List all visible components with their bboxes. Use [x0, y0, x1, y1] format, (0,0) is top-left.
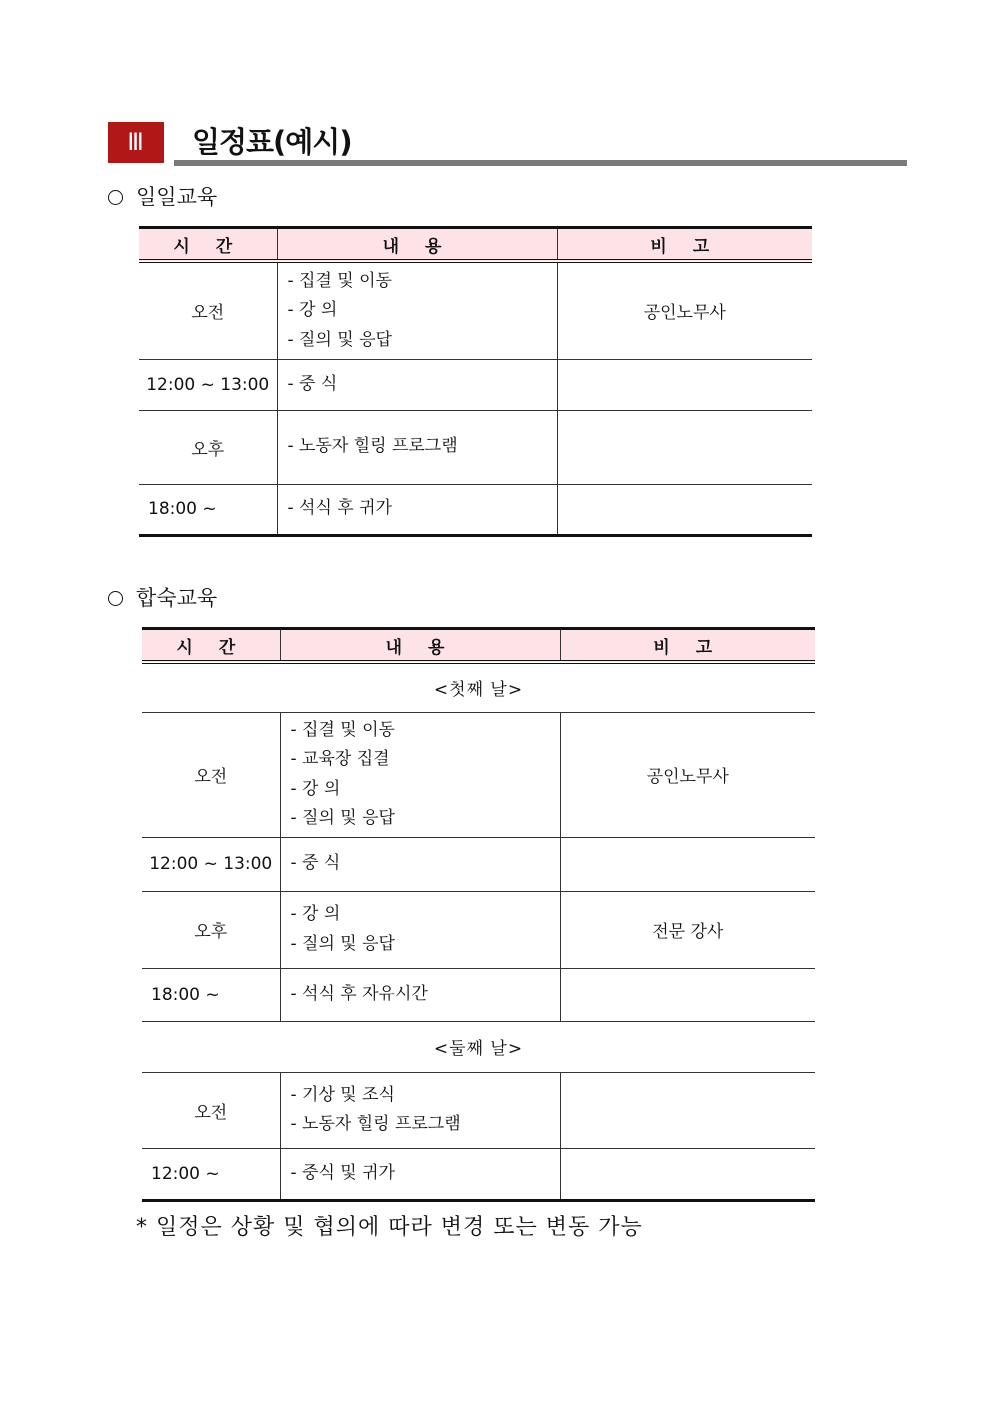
- note-cell: [557, 359, 812, 410]
- section-title: 일정표(예시): [192, 125, 352, 159]
- content-item: - 강 의: [287, 300, 338, 320]
- table-row: [139, 359, 812, 410]
- table-row: [142, 1072, 815, 1148]
- table-row: [142, 712, 815, 837]
- table-row: [142, 837, 815, 891]
- time-cell: 18:00 ~: [142, 968, 280, 1021]
- circle-bullet-icon: [108, 190, 123, 205]
- table-row: [139, 410, 812, 484]
- overnight-schedule-table: [142, 627, 815, 1202]
- table-row: [139, 484, 812, 535]
- circle-bullet-icon: [108, 591, 123, 606]
- note-cell: [557, 410, 812, 484]
- content-item: - 질의 및 응답: [287, 329, 392, 350]
- time-cell: 12:00 ~: [142, 1148, 280, 1200]
- content-item: - 노동자 힐링 프로그램: [290, 1114, 461, 1134]
- content-item: - 중식 및 귀가: [290, 1162, 395, 1183]
- content-item: - 질의 및 응답: [290, 933, 395, 954]
- day-label: <둘째 날>: [142, 1021, 815, 1072]
- content-cell: [277, 261, 557, 359]
- content-cell: [280, 837, 560, 891]
- content-cell: [280, 968, 560, 1021]
- header-time: 시 간: [142, 629, 280, 663]
- content-cell: [277, 410, 557, 484]
- table-row: [142, 891, 815, 968]
- note-cell: [560, 1072, 815, 1148]
- content-item: - 기상 및 조식: [290, 1084, 395, 1105]
- table-header-row: [139, 228, 812, 262]
- time-cell: 오후: [139, 410, 277, 484]
- daily-subtitle: [108, 184, 217, 210]
- header-note: 비 고: [557, 228, 812, 262]
- note-cell: [560, 837, 815, 891]
- header-note: 비 고: [560, 629, 815, 663]
- time-cell: 12:00 ~ 13:00: [139, 359, 277, 410]
- table-row: [139, 261, 812, 359]
- table-row: [142, 968, 815, 1021]
- note-cell: 공인노무사: [557, 261, 812, 359]
- content-item: - 중 식: [290, 853, 341, 874]
- note-cell: [560, 968, 815, 1021]
- table-row: [142, 1148, 815, 1200]
- content-item: - 집결 및 이동: [287, 270, 392, 291]
- time-cell: 18:00 ~: [139, 484, 277, 535]
- content-cell: [280, 1148, 560, 1200]
- content-item: - 석식 후 귀가: [287, 498, 392, 519]
- overnight-subtitle: [108, 585, 217, 611]
- note-cell: 전문 강사: [560, 891, 815, 968]
- daily-subtitle-text: 일일교육: [136, 185, 218, 209]
- content-cell: [277, 484, 557, 535]
- time-cell: 오전: [142, 1072, 280, 1148]
- content-item: - 질의 및 응답: [290, 808, 395, 828]
- footnote: * 일정은 상황 및 협의에 따라 변경 또는 변동 가능: [136, 1215, 643, 1240]
- content-item: - 강 의: [290, 778, 341, 799]
- day-label-row: [142, 1021, 815, 1072]
- section-title-underline: [174, 160, 907, 166]
- content-cell: [280, 712, 560, 837]
- header-time: 시 간: [139, 228, 277, 262]
- time-cell: 12:00 ~ 13:00: [142, 837, 280, 891]
- time-cell: 오전: [139, 261, 277, 359]
- overnight-subtitle-text: 합숙교육: [136, 586, 218, 610]
- time-cell: 오후: [142, 891, 280, 968]
- content-item: - 중 식: [287, 373, 338, 394]
- content-item: - 노동자 힐링 프로그램: [287, 436, 458, 457]
- header-content: 내 용: [277, 228, 557, 262]
- content-item: - 석식 후 자유시간: [290, 983, 428, 1004]
- daily-schedule-table: [139, 226, 812, 537]
- content-cell: [277, 359, 557, 410]
- content-item: - 교육장 집결: [290, 749, 390, 769]
- content-cell: [280, 891, 560, 968]
- table-header-row: [142, 629, 815, 663]
- section-number-badge: Ⅲ: [108, 122, 164, 163]
- content-item: - 강 의: [290, 904, 341, 924]
- note-cell: [560, 1148, 815, 1200]
- note-cell: [557, 484, 812, 535]
- day-label-row: [142, 662, 815, 712]
- note-cell: 공인노무사: [560, 712, 815, 837]
- content-item: - 집결 및 이동: [290, 719, 395, 740]
- content-cell: [280, 1072, 560, 1148]
- time-cell: 오전: [142, 712, 280, 837]
- section-heading: [108, 122, 908, 168]
- day-label: <첫째 날>: [142, 662, 815, 712]
- header-content: 내 용: [280, 629, 560, 663]
